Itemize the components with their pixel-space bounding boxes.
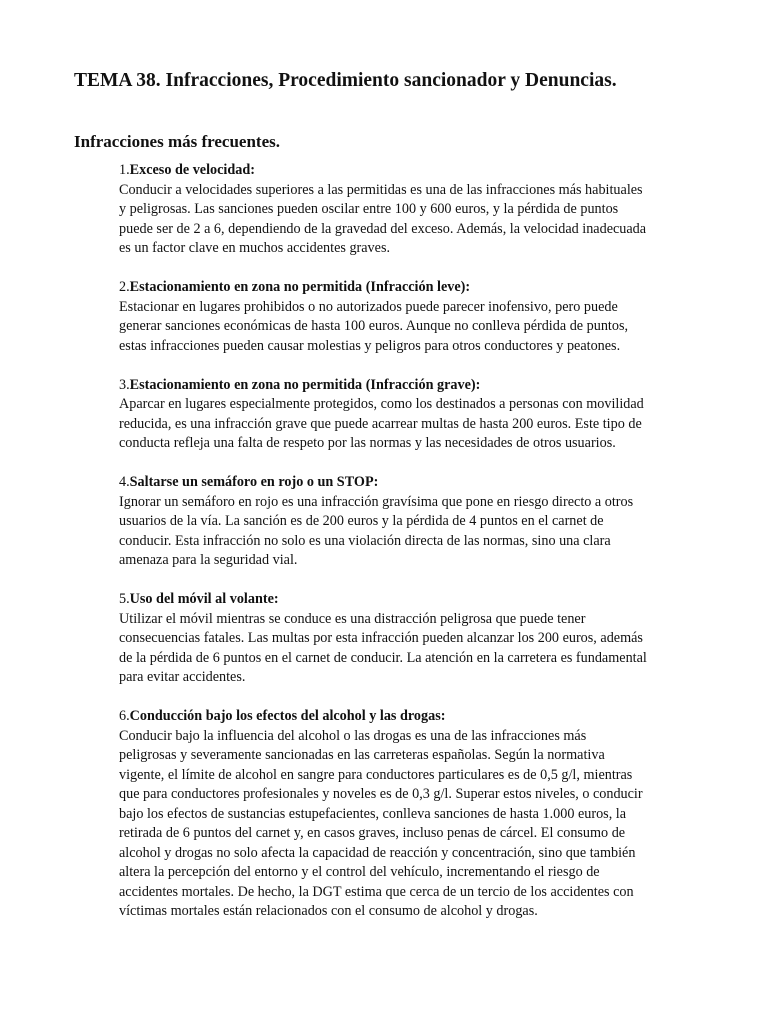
item-title: Conducción bajo los efectos del alcohol y las drogas: <box>129 708 446 724</box>
description-line: es un factor clave en muchos accidentes graves. <box>119 240 391 256</box>
description-line: bajo los efectos de sustancias estupefacientes, conlleva sanciones de hasta 1.000 euros, la <box>119 805 627 822</box>
infraction-heading <box>119 278 699 298</box>
description-line: que para conductores profesionales y noveles es de 0,3 g/l. Superar estos niveles, o conducir <box>119 786 643 802</box>
item-title: Estacionamiento en zona no permitida (Infracción grave): <box>129 376 481 393</box>
item-number: 4. <box>119 474 130 490</box>
description-line: de la pérdida de 6 puntos en el carnet de conducir. La atención en la carretera es fundamental <box>119 649 647 666</box>
infraction-heading <box>119 376 699 396</box>
infraction-heading <box>119 161 699 181</box>
infraction-description <box>119 727 699 922</box>
document-title: TEMA 38. Infracciones, Procedimiento sancionador y Denuncias. <box>74 70 617 91</box>
item-number: 2. <box>119 279 130 295</box>
infraction-heading <box>119 590 699 610</box>
description-line: altera la percepción del entorno y el control del vehículo, incrementando el riesgo de <box>119 864 600 880</box>
infraction-item <box>119 278 699 356</box>
description-line: Aparcar en lugares especialmente protegidos, como los destinados a personas con movilidad <box>119 396 644 412</box>
description-line: conducir. Esta infracción no solo es una violación directa de las normas, sino una clara <box>119 532 611 549</box>
infraction-item <box>119 707 699 922</box>
infraction-item <box>119 590 699 688</box>
item-number: 3. <box>119 376 130 393</box>
description-line: estas infracciones pueden causar molestias y peligros para otros conductores y peatones. <box>119 337 621 354</box>
infraction-item <box>119 473 699 571</box>
item-number: 6. <box>119 708 130 724</box>
infraction-description <box>119 395 699 454</box>
description-line: amenaza para la seguridad vial. <box>119 552 298 568</box>
infraction-description <box>119 610 699 688</box>
infractions-list <box>119 161 699 941</box>
description-line: accidentes mortales. De hecho, la DGT estima que cerca de un tercio de los accidentes con <box>119 883 634 900</box>
description-line: conducta refleja una falta de respeto por las normas y las necesidades de otros usuarios. <box>119 435 616 451</box>
description-line: reducida, es una infracción grave que puede acarrear multas de hasta 200 euros. Este tipo de <box>119 415 642 432</box>
description-line: usuarios de la vía. La sanción es de 200 euros y la pérdida de 4 puntos en el carnet de <box>119 513 604 529</box>
description-line: consecuencias fatales. Las multas por esta infracción pueden alcanzar los 200 euros, además <box>119 630 643 646</box>
description-line: puede ser de 2 a 6, dependiendo de la gravedad del exceso. Además, la velocidad inadecuada <box>119 220 647 237</box>
item-number: 5. <box>119 591 130 607</box>
section-heading: Infracciones más frecuentes. <box>74 132 281 151</box>
description-line: Estacionar en lugares prohibidos o no autorizados puede parecer inofensivo, pero puede <box>119 298 618 315</box>
description-line: Conducir a velocidades superiores a las permitidas es una de las infracciones más habituales <box>119 181 643 198</box>
item-title: Exceso de velocidad: <box>129 162 255 178</box>
item-title: Saltarse un semáforo en rojo o un STOP: <box>129 474 379 490</box>
item-number: 1. <box>119 162 130 178</box>
description-line: vigente, el límite de alcohol en sangre para conductores particulares es de 0,5 g/l, mientras <box>119 766 633 783</box>
description-line: peligrosas y severamente sancionadas en las carreteras españolas. Según la normativa <box>119 747 605 763</box>
description-line: y peligrosas. Las sanciones pueden oscilar entre 100 y 600 euros, y la pérdida de puntos <box>119 201 619 217</box>
description-line: Ignorar un semáforo en rojo es una infracción gravísima que pone en riesgo directo a otros <box>119 493 634 510</box>
description-line: Utilizar el móvil mientras se conduce es una distracción peligrosa que puede tener <box>119 610 586 627</box>
description-line: víctimas mortales están relacionados con el consumo de alcohol y drogas. <box>119 903 538 919</box>
item-title: Estacionamiento en zona no permitida (Infracción leve): <box>129 279 471 295</box>
description-line: retirada de 6 puntos del carnet y, en casos graves, incluso penas de cárcel. El consumo de <box>119 825 626 841</box>
infraction-heading <box>119 707 699 727</box>
item-title: Uso del móvil al volante: <box>129 591 279 607</box>
infraction-description <box>119 493 699 571</box>
description-line: generar sanciones económicas de hasta 100 euros. Aunque no conlleva pérdida de puntos, <box>119 318 629 334</box>
infraction-item <box>119 161 699 259</box>
infraction-description <box>119 298 699 357</box>
infraction-description <box>119 181 699 259</box>
infraction-heading <box>119 473 699 493</box>
description-line: Conducir bajo la influencia del alcohol o las drogas es una de las infracciones más <box>119 727 587 744</box>
description-line: alcohol y drogas no solo afecta la capacidad de reacción y concentración, sino que también <box>119 844 636 861</box>
description-line: para evitar accidentes. <box>119 669 246 685</box>
infraction-item <box>119 376 699 454</box>
